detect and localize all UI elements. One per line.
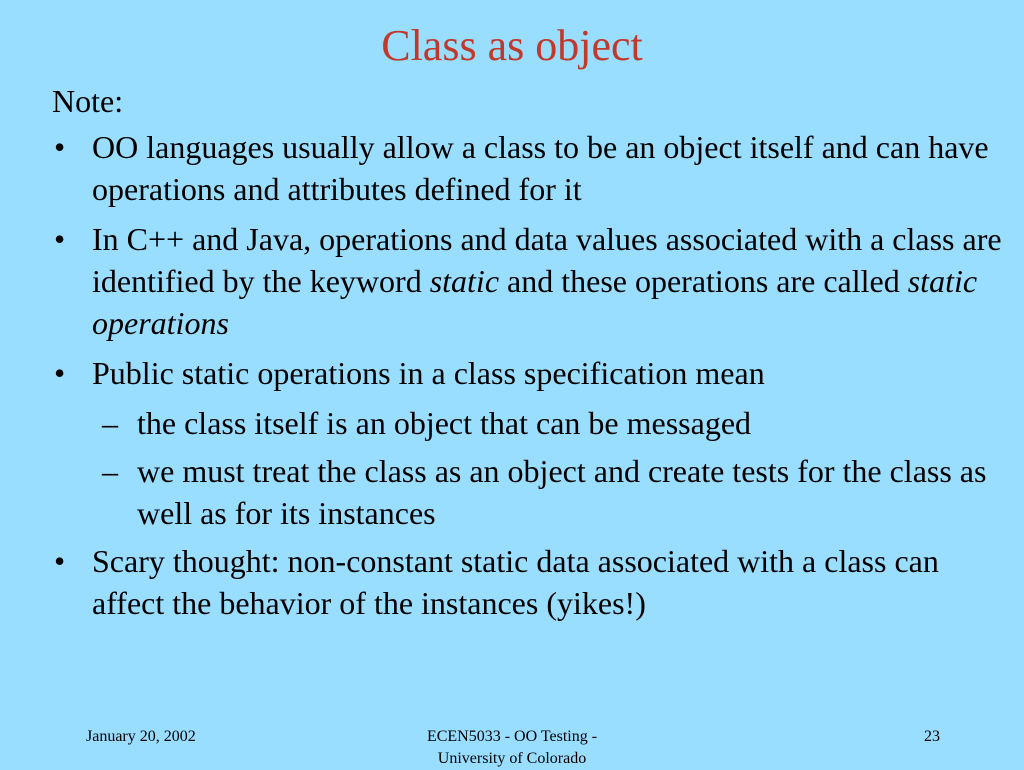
sub-bullet-item (52, 402, 1014, 444)
footer-course-line: ECEN5033 - OO Testing - (426, 728, 598, 745)
bullet-text: OO languages usually allow a class to be an object itself and can have operations and attributes defined for it (92, 129, 989, 207)
sub-bullet-text: we must treat the class as an object and create tests for the class as well as for its instances (137, 453, 987, 531)
bullet-text: Scary thought: non-constant static data associated with a class can affect the behavior of the instances (yikes!) (92, 543, 939, 621)
sub-bullet-marker: – (102, 453, 118, 489)
bullet-text: Public static operations in a class specification mean (92, 355, 765, 391)
footer-course (362, 726, 662, 770)
slide-title: Class as object (381, 21, 643, 70)
sub-bullet-marker: – (102, 405, 118, 441)
italic-keyword: static (429, 263, 500, 299)
bullet-marker: • (54, 355, 66, 391)
footer-course-line: University of Colorado (437, 750, 587, 767)
italic-term: static operations (92, 263, 978, 341)
bullet-item (52, 352, 1014, 394)
bullet-marker: • (54, 129, 66, 165)
bullet-item (52, 218, 1014, 344)
sub-bullet-text: the class itself is an object that can be messaged (137, 405, 752, 441)
bullet-item (52, 126, 1014, 210)
bullet-text (92, 221, 1002, 341)
note-label: Note: (52, 83, 124, 119)
page-number: 23 (924, 728, 940, 745)
sub-bullet-item (52, 450, 1014, 534)
footer-date: January 20, 2002 (86, 728, 196, 745)
slide-content (52, 80, 1014, 632)
bullet-marker: • (54, 221, 66, 257)
bullet-marker: • (54, 543, 66, 579)
bullet-text-part: In C++ and Java, operations and data values associated with a class are identified by the keyword (92, 221, 1002, 299)
bullet-text-part: and these operations are called (499, 263, 908, 299)
bullet-item (52, 540, 1014, 624)
